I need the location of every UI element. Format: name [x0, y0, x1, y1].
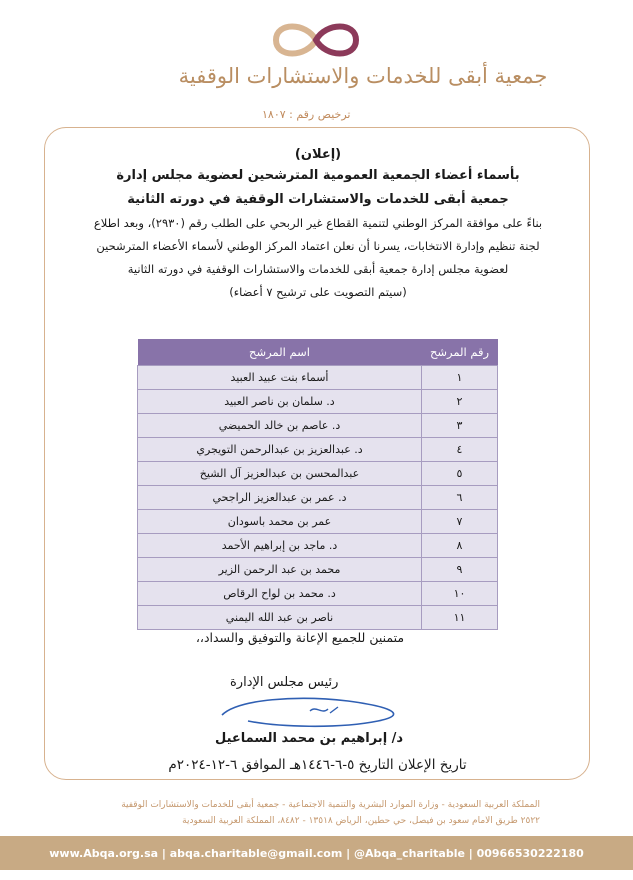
candidate-number: ٤: [422, 438, 498, 462]
candidate-number: ٧: [422, 510, 498, 534]
chair-name: د/ إبراهيم بن محمد السماعيل: [215, 731, 404, 746]
column-header-name: اسم المرشح: [138, 339, 422, 366]
candidate-number: ١٠: [422, 582, 498, 606]
candidate-name: عبدالمحسن بن عبدالعزيز آل الشيخ: [138, 462, 422, 486]
candidate-name: د. عمر بن عبدالعزيز الراجحي: [138, 486, 422, 510]
org-name: جمعية أبقى للخدمات والاستشارات الوقفية: [178, 64, 548, 88]
table-row: [138, 558, 498, 582]
announcement-date: تاريخ الإعلان التاريخ ٥-٦-١٤٤٦هـ الموافق ٦-١٢-٢٠٢٤م: [168, 757, 467, 773]
announcement-title: (إعلان): [294, 147, 342, 162]
announcement-body: [80, 146, 556, 304]
announcement-line-1: بأسماء أعضاء الجمعية العمومية المترشحين لعضوية مجلس إدارة: [116, 168, 520, 183]
license-number: ترخيص رقم : ١٨٠٧: [262, 108, 351, 121]
footer-address: [80, 797, 540, 829]
voting-note: (سيتم التصويت على ترشيح ٧ أعضاء): [229, 285, 407, 299]
table-row: [138, 462, 498, 486]
candidate-name: د. ماجد بن إبراهيم الأحمد: [138, 534, 422, 558]
signature-icon: [218, 693, 418, 733]
footer-line-1: المملكة العربية السعودية - وزارة الموارد البشرية والتنمية الاجتماعية - جمعية أبقى للخدمات والاستشارات الوقفية: [121, 800, 540, 810]
table-row: [138, 390, 498, 414]
candidate-number: ٨: [422, 534, 498, 558]
candidate-name: أسماء بنت عبيد العبيد: [138, 366, 422, 390]
candidate-number: ١١: [422, 606, 498, 630]
infinity-logo-icon: [270, 14, 362, 66]
candidate-number: ٦: [422, 486, 498, 510]
table-row: [138, 534, 498, 558]
candidate-number: ٢: [422, 390, 498, 414]
candidates-table: [137, 339, 498, 630]
table-row: [138, 438, 498, 462]
candidate-name: د. محمد بن لواح الرقاص: [138, 582, 422, 606]
candidate-number: ٥: [422, 462, 498, 486]
table-row: [138, 606, 498, 630]
announcement-paragraph-2: لجنة تنظيم وإدارة الانتخابات، يسرنا أن نعلن اعتماد المركز الوطني لأسماء الأعضاء المترشحين: [96, 239, 540, 253]
chair-title: رئيس مجلس الإدارة: [230, 675, 339, 690]
announcement-paragraph-1: بناءً على موافقة المركز الوطني لتنمية القطاع غير الربحي على الطلب رقم (٢٩٣٠)، وبعد اطلاع: [93, 216, 543, 230]
candidate-number: ٣: [422, 414, 498, 438]
letterhead: [0, 0, 633, 128]
table-row: [138, 366, 498, 390]
candidate-name: عمر بن محمد باسودان: [138, 510, 422, 534]
candidate-name: محمد بن عبد الرحمن الزير: [138, 558, 422, 582]
candidate-name: د. عاصم بن خالد الحميضي: [138, 414, 422, 438]
table-row: [138, 582, 498, 606]
table-row: [138, 510, 498, 534]
table-header-row: [138, 339, 498, 366]
announcement-line-2: جمعية أبقى للخدمات والاستشارات الوقفية في دورته الثانية: [127, 192, 509, 207]
footer-contact-bar: www.Abqa.org.sa | abqa.charitable@gmail.com | @Abqa_charitable | 00966530222180: [0, 836, 633, 870]
table-row: [138, 414, 498, 438]
footer-line-2: ٢٥٢٢ طريق الامام سعود بن فيصل، حي حطين، الرياض ١٣٥١٨ - ٨٤٨٢، المملكة العربية السعودية: [182, 816, 540, 826]
candidate-name: د. عبدالعزيز بن عبدالرحمن التويجري: [138, 438, 422, 462]
closing-text: متمنين للجميع الإعانة والتوفيق والسداد،،: [195, 630, 405, 645]
candidate-number: ١: [422, 366, 498, 390]
announcement-paragraph-3: لعضوية مجلس إدارة جمعية أبقى للخدمات والاستشارات الوقفية في دورته الثانية: [127, 262, 509, 276]
candidate-name: ناصر بن عبد الله اليمني: [138, 606, 422, 630]
column-header-number: رقم المرشح: [422, 339, 498, 366]
candidate-number: ٩: [422, 558, 498, 582]
table-row: [138, 486, 498, 510]
candidate-name: د. سلمان بن ناصر العبيد: [138, 390, 422, 414]
